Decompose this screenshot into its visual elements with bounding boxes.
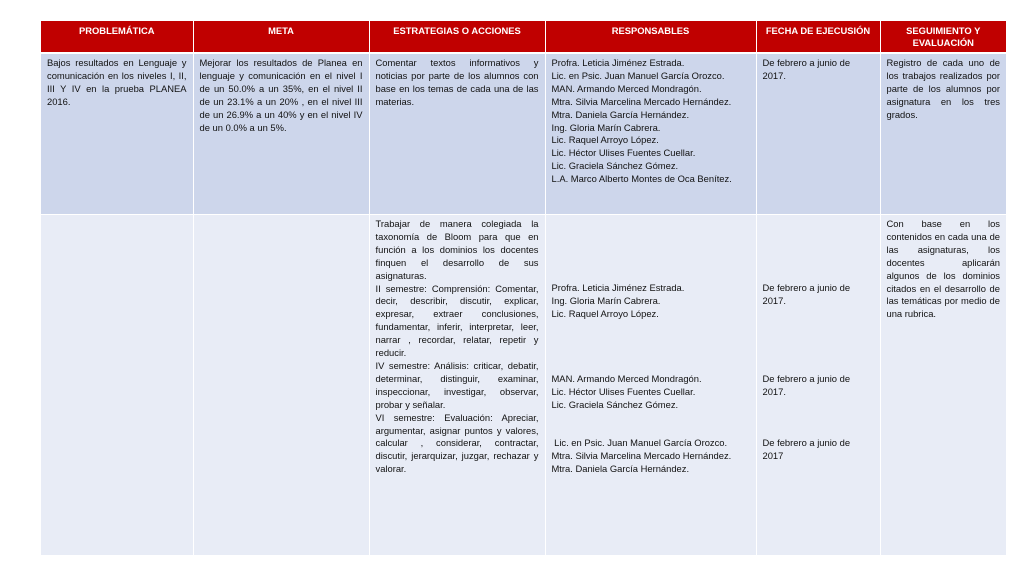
responsable-name: Ing. Gloria Marín Cabrera.	[551, 295, 661, 307]
cell-fecha	[756, 215, 880, 556]
responsable-name: Lic. Héctor Ulises Fuentes Cuellar.	[551, 385, 696, 397]
cell-problematica-empty	[41, 215, 193, 556]
estrategia-semestre-ii: II semestre: Comprensión: Comentar, decir, describir, discutir, explicar, expresar, extraer conclusiones, fundamentar, inferir, interpretar, leer, narrar , recordar, relatar, repetir y reducir.	[375, 282, 539, 359]
estrategia-semestre-vi: VI semestre: Evaluación: Apreciar, argumentar, asignar puntos y valores, calcular , considerar, contractar, discutir, jerarquizar, juzgar, rechazar y valorar.	[375, 411, 539, 475]
cell-problematica: Bajos resultados en Lenguaje y comunicación en los niveles I, II, III Y IV en la prueba PLANEA 2016.	[41, 53, 193, 215]
header-meta: META	[193, 21, 369, 53]
table-row	[41, 215, 1006, 556]
cell-responsables	[545, 215, 756, 556]
cell-meta: Mejorar los resultados de Planea en lenguaje y comunicación en el nivel I de un 50.0% a un 35%, en el nivel II de un 23.1% a un 20% , en el nivel III de un 26.9% a un 40% y en el nivel IV de un 0.0% a un 5%.	[193, 53, 369, 215]
header-fecha: FECHA DE EJECUSIÓN	[756, 21, 880, 53]
responsable-name: L.A. Marco Alberto Montes de Oca Benítez.	[551, 173, 732, 185]
responsable-name: Lic. en Psic. Juan Manuel García Orozco.	[551, 69, 725, 81]
responsable-name: Lic. Héctor Ulises Fuentes Cuellar.	[551, 147, 696, 159]
header-estrategias: ESTRATEGIAS O ACCIONES	[369, 21, 545, 53]
fecha-entry: De febrero a junio de 2017.	[762, 372, 851, 397]
table-row	[41, 53, 1006, 215]
responsable-name: Ing. Gloria Marín Cabrera.	[551, 121, 661, 133]
responsable-name: Lic. Graciela Sánchez Gómez.	[551, 398, 679, 410]
responsable-name: Mtra. Silvia Marcelina Mercado Hernández.	[551, 450, 732, 462]
responsable-name: Profra. Leticia Jiménez Estrada.	[551, 57, 685, 68]
responsable-name: Lic. Raquel Arroyo López.	[551, 134, 659, 146]
responsable-name: Lic. Graciela Sánchez Gómez.	[551, 160, 679, 172]
header-problematica: PROBLEMÁTICA	[41, 21, 193, 53]
estrategia-intro: Trabajar de manera colegiada la taxonomía de Bloom para que en función a los dominios los docentes finquen el desarrollo de sus asignaturas.	[375, 218, 539, 281]
cell-seguimiento: Registro de cada uno de los trabajos realizados por parte de los alumnos por asignatura en los tres grados.	[880, 53, 1006, 215]
estrategia-semestre-iv: IV semestre: Análisis: criticar, debatir, determinar, distinguir, examinar, inspeccionar, investigar, observar, probar y señalar.	[375, 359, 539, 410]
cell-seguimiento: Con base en los contenidos en cada una de las asignaturas, los docentes aplicarán algunos de los dominios citados en el desarrollo de las temáticas por medio de una rubrica.	[880, 215, 1006, 556]
responsable-name: Lic. Raquel Arroyo López.	[551, 308, 659, 320]
responsable-name: MAN. Armando Merced Mondragón.	[551, 82, 702, 94]
header-responsables: RESPONSABLES	[545, 21, 756, 53]
responsable-name: MAN. Armando Merced Mondragón.	[551, 372, 702, 384]
responsable-name: Mtra. Daniela García Hernández.	[551, 108, 690, 120]
cell-estrategia	[369, 215, 545, 556]
cell-meta-empty	[193, 215, 369, 556]
header-row	[41, 21, 1006, 53]
cell-fecha: De febrero a junio de 2017.	[756, 53, 880, 215]
action-plan-table	[41, 21, 1006, 556]
responsable-name: Mtra. Silvia Marcelina Mercado Hernández.	[551, 95, 732, 107]
cell-responsables	[545, 53, 756, 215]
responsable-name: Mtra. Daniela García Hernández.	[551, 463, 690, 475]
fecha-entry: De febrero a junio de 2017	[762, 437, 851, 462]
cell-estrategia: Comentar textos informativos y noticias por parte de los alumnos con base en los temas de cada una de las materias.	[369, 53, 545, 215]
responsable-name: Profra. Leticia Jiménez Estrada.	[551, 282, 685, 294]
responsable-name: Lic. en Psic. Juan Manuel García Orozco.	[551, 437, 728, 449]
fecha-entry: De febrero a junio de 2017.	[762, 282, 851, 307]
header-seguimiento: SEGUIMIENTO Y EVALUACIÓN	[880, 21, 1006, 53]
